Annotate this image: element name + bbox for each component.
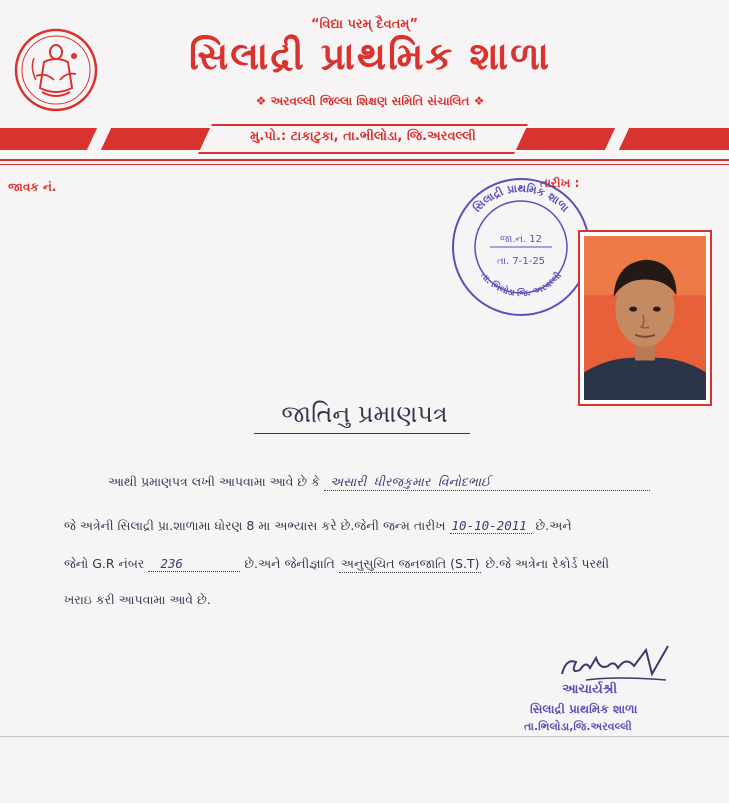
certificate-line-1 bbox=[108, 474, 650, 491]
school-subtitle: ❖ અરવલ્લી જિલ્લા શિક્ષણ સમિતિ સંચાલિત ❖ bbox=[255, 94, 485, 108]
line2-prefix: જે અત્રેની સિલાદ્રી પ્રા.શાળામા ધોરણ 8 મા અભ્યાસ કરે છે.જેની જન્મ તારીખ bbox=[64, 518, 446, 533]
line1-prefix: આથી પ્રમાણપત્ર લખી આપવામા આવે છે કે bbox=[108, 474, 320, 489]
stamp-ring-bottom: તા. ભિલોડા જિ. અરવલ્લી bbox=[478, 270, 564, 300]
header-rule-thin bbox=[0, 164, 729, 165]
signature-school-address: તા.ભિલોડા,જિ.અરવલ્લી bbox=[524, 720, 632, 733]
stamp-date: તા. 7-1-25 bbox=[496, 256, 546, 267]
line3-suffix: છે.જે અત્રેના રેકોર્ડ પરથી bbox=[485, 556, 610, 571]
date-label: તારીખ : bbox=[540, 176, 580, 190]
certificate-line-4: ખરાઇ કરી આપવામા આવે છે. bbox=[64, 592, 211, 607]
signature-school-name: સિલાદ્રી પ્રાથમિક શાળા bbox=[530, 702, 638, 716]
school-name: સિલાદ્રી પ્રાથમિક શાળા bbox=[188, 34, 552, 78]
certificate-line-3 bbox=[64, 556, 609, 573]
student-photo bbox=[578, 230, 712, 406]
birth-date: 10-10-2011 bbox=[451, 518, 527, 533]
student-portrait-icon bbox=[584, 236, 706, 400]
footer-rule bbox=[0, 736, 729, 737]
school-address: મુ.પો.: ટાકાટુકા, તા.ભીલોડા, જિ.અરવલ્લી bbox=[250, 129, 476, 144]
principal-title: આચાર્યશ્રી bbox=[562, 682, 618, 697]
stamp-number: જા.નં. 12 bbox=[499, 234, 543, 245]
student-name: અસારી ધીરજકુમાર વિનોદભાઈ bbox=[329, 474, 491, 489]
line3-prefix: જેનો G.R નંબર bbox=[64, 556, 145, 571]
outward-number-label: જાવક નં. bbox=[8, 180, 57, 194]
svg-text:સિલાદ્રી પ્રાથમિક શાળા bbox=[470, 181, 572, 215]
saraswati-logo-icon bbox=[14, 28, 98, 112]
certificate-title: જાતિનુ પ્રમાણપત્ર bbox=[281, 400, 448, 428]
stamp-ring-text: સિલાદ્રી પ્રાથમિક શાળા bbox=[470, 181, 572, 215]
line3-mid: છે.અને જેનીજ્ઞાતિ bbox=[244, 556, 335, 571]
gr-number: 236 bbox=[160, 556, 183, 571]
header-rule bbox=[0, 159, 729, 161]
certificate-title-underline bbox=[254, 433, 470, 434]
school-motto: “વિદ્યા પરમ્ દૈવતમ્” bbox=[310, 17, 419, 32]
svg-text:તા. ભિલોડા જિ. અરવલ્લી bbox=[478, 269, 564, 299]
caste: અનુસુચિત જનજાતિ (S.T) bbox=[340, 556, 480, 571]
school-stamp bbox=[448, 174, 594, 320]
line2-suffix: છે.અને bbox=[535, 518, 572, 533]
certificate-line-2 bbox=[64, 518, 572, 534]
